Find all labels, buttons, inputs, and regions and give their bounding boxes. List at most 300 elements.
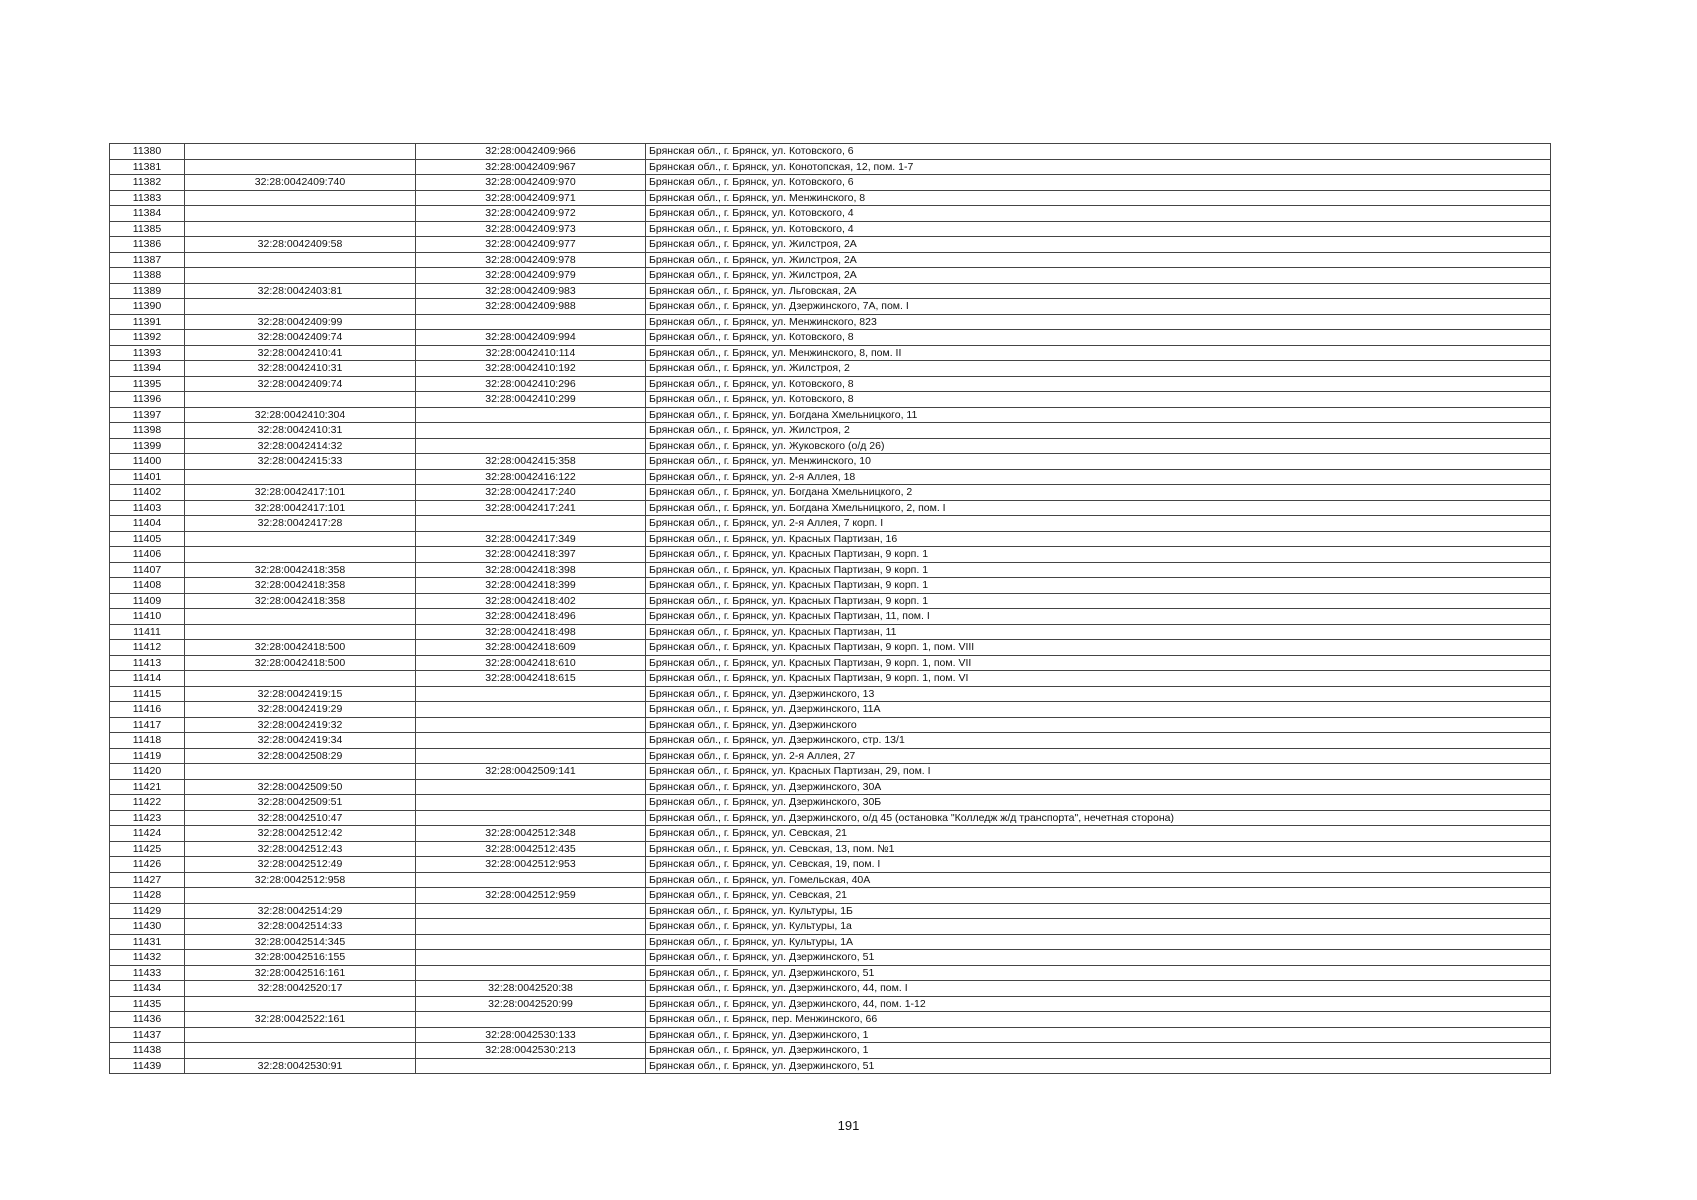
address-cell: Брянская обл., г. Брянск, ул. Менжинского, 823 — [646, 314, 1551, 330]
object-cadastral-number-cell: 32:28:0042409:972 — [416, 206, 646, 222]
address-cell: Брянская обл., г. Брянск, ул. Котовского, 4 — [646, 221, 1551, 237]
object-cadastral-number-cell: 32:28:0042509:141 — [416, 764, 646, 780]
row-number-cell: 11426 — [110, 857, 185, 873]
row-number-cell: 11419 — [110, 748, 185, 764]
address-cell: Брянская обл., г. Брянск, ул. Гомельская, 40А — [646, 872, 1551, 888]
address-cell: Брянская обл., г. Брянск, ул. Севская, 21 — [646, 888, 1551, 904]
address-cell: Брянская обл., г. Брянск, ул. Красных Партизан, 9 корп. 1 — [646, 593, 1551, 609]
address-cell: Брянская обл., г. Брянск, ул. Дзержинского, 44, пом. 1-12 — [646, 996, 1551, 1012]
cadastral-number-cell: 32:28:0042415:33 — [185, 454, 416, 470]
object-cadastral-number-cell — [416, 919, 646, 935]
table-row — [110, 888, 1551, 904]
address-cell: Брянская обл., г. Брянск, ул. Севская, 21 — [646, 826, 1551, 842]
cadastral-number-cell: 32:28:0042520:17 — [185, 981, 416, 997]
object-cadastral-number-cell: 32:28:0042512:348 — [416, 826, 646, 842]
cadastral-number-cell: 32:28:0042410:31 — [185, 361, 416, 377]
row-number-cell: 11430 — [110, 919, 185, 935]
table-row — [110, 345, 1551, 361]
cadastral-number-cell: 32:28:0042418:500 — [185, 640, 416, 656]
row-number-cell: 11437 — [110, 1027, 185, 1043]
row-number-cell: 11416 — [110, 702, 185, 718]
address-cell: Брянская обл., г. Брянск, ул. 2-я Аллея, 7 корп. I — [646, 516, 1551, 532]
address-cell: Брянская обл., г. Брянск, ул. Дзержинского, 30Б — [646, 795, 1551, 811]
row-number-cell: 11383 — [110, 190, 185, 206]
object-cadastral-number-cell: 32:28:0042520:38 — [416, 981, 646, 997]
object-cadastral-number-cell: 32:28:0042409:994 — [416, 330, 646, 346]
object-cadastral-number-cell: 32:28:0042410:192 — [416, 361, 646, 377]
row-number-cell: 11380 — [110, 144, 185, 160]
address-cell: Брянская обл., г. Брянск, ул. Котовского, 8 — [646, 392, 1551, 408]
object-cadastral-number-cell: 32:28:0042415:358 — [416, 454, 646, 470]
row-number-cell: 11422 — [110, 795, 185, 811]
address-cell: Брянская обл., г. Брянск, ул. Богдана Хмельницкого, 2 — [646, 485, 1551, 501]
row-number-cell: 11394 — [110, 361, 185, 377]
table-row — [110, 221, 1551, 237]
row-number-cell: 11395 — [110, 376, 185, 392]
table-row — [110, 934, 1551, 950]
object-cadastral-number-cell — [416, 423, 646, 439]
cadastral-number-cell — [185, 392, 416, 408]
object-cadastral-number-cell: 32:28:0042409:988 — [416, 299, 646, 315]
object-cadastral-number-cell: 32:28:0042409:970 — [416, 175, 646, 191]
object-cadastral-number-cell: 32:28:0042410:296 — [416, 376, 646, 392]
row-number-cell: 11423 — [110, 810, 185, 826]
object-cadastral-number-cell — [416, 934, 646, 950]
object-cadastral-number-cell — [416, 702, 646, 718]
row-number-cell: 11391 — [110, 314, 185, 330]
table-row — [110, 795, 1551, 811]
cadastral-number-cell — [185, 609, 416, 625]
row-number-cell: 11393 — [110, 345, 185, 361]
object-cadastral-number-cell — [416, 872, 646, 888]
object-cadastral-number-cell — [416, 965, 646, 981]
object-cadastral-number-cell — [416, 314, 646, 330]
table-row — [110, 376, 1551, 392]
table-row — [110, 671, 1551, 687]
object-cadastral-number-cell — [416, 950, 646, 966]
address-cell: Брянская обл., г. Брянск, ул. Красных Партизан, 9 корп. 1, пом. VII — [646, 655, 1551, 671]
address-cell: Брянская обл., г. Брянск, ул. Красных Партизан, 16 — [646, 531, 1551, 547]
row-number-cell: 11381 — [110, 159, 185, 175]
table-row — [110, 950, 1551, 966]
object-cadastral-number-cell: 32:28:0042512:959 — [416, 888, 646, 904]
table-row — [110, 702, 1551, 718]
table-row — [110, 562, 1551, 578]
row-number-cell: 11407 — [110, 562, 185, 578]
address-cell: Брянская обл., г. Брянск, ул. Богдана Хмельницкого, 11 — [646, 407, 1551, 423]
address-cell: Брянская обл., г. Брянск, ул. Котовского, 8 — [646, 330, 1551, 346]
row-number-cell: 11385 — [110, 221, 185, 237]
row-number-cell: 11421 — [110, 779, 185, 795]
table-row — [110, 283, 1551, 299]
row-number-cell: 11390 — [110, 299, 185, 315]
table-row — [110, 965, 1551, 981]
row-number-cell: 11389 — [110, 283, 185, 299]
object-cadastral-number-cell: 32:28:0042409:978 — [416, 252, 646, 268]
row-number-cell: 11401 — [110, 469, 185, 485]
table-row — [110, 531, 1551, 547]
object-cadastral-number-cell: 32:28:0042409:979 — [416, 268, 646, 284]
object-cadastral-number-cell: 32:28:0042418:398 — [416, 562, 646, 578]
row-number-cell: 11387 — [110, 252, 185, 268]
object-cadastral-number-cell: 32:28:0042410:299 — [416, 392, 646, 408]
row-number-cell: 11429 — [110, 903, 185, 919]
table-row — [110, 299, 1551, 315]
table-row — [110, 500, 1551, 516]
cadastral-number-cell — [185, 159, 416, 175]
cadastral-number-cell: 32:28:0042409:99 — [185, 314, 416, 330]
object-cadastral-number-cell: 32:28:0042418:496 — [416, 609, 646, 625]
address-cell: Брянская обл., г. Брянск, ул. Красных Партизан, 9 корп. 1 — [646, 547, 1551, 563]
cadastral-number-cell — [185, 252, 416, 268]
row-number-cell: 11439 — [110, 1058, 185, 1074]
table-row — [110, 252, 1551, 268]
object-cadastral-number-cell: 32:28:0042530:213 — [416, 1043, 646, 1059]
table-row — [110, 655, 1551, 671]
address-cell: Брянская обл., г. Брянск, ул. Красных Партизан, 9 корп. 1 — [646, 578, 1551, 594]
object-cadastral-number-cell: 32:28:0042417:349 — [416, 531, 646, 547]
table-row — [110, 469, 1551, 485]
address-cell: Брянская обл., г. Брянск, ул. Котовского, 6 — [646, 144, 1551, 160]
cadastral-number-cell — [185, 531, 416, 547]
page-number: 191 — [837, 1118, 860, 1133]
row-number-cell: 11414 — [110, 671, 185, 687]
object-cadastral-number-cell: 32:28:0042418:402 — [416, 593, 646, 609]
table-row — [110, 392, 1551, 408]
cadastral-number-cell: 32:28:0042512:43 — [185, 841, 416, 857]
row-number-cell: 11403 — [110, 500, 185, 516]
address-cell: Брянская обл., г. Брянск, ул. Льговская, 2А — [646, 283, 1551, 299]
address-cell: Брянская обл., г. Брянск, ул. Жилстроя, 2А — [646, 237, 1551, 253]
row-number-cell: 11428 — [110, 888, 185, 904]
cadastral-number-cell — [185, 469, 416, 485]
cadastral-number-cell: 32:28:0042403:81 — [185, 283, 416, 299]
object-cadastral-number-cell: 32:28:0042418:498 — [416, 624, 646, 640]
table-row — [110, 1043, 1551, 1059]
object-cadastral-number-cell: 32:28:0042530:133 — [416, 1027, 646, 1043]
address-cell: Брянская обл., г. Брянск, ул. Красных Партизан, 11, пом. I — [646, 609, 1551, 625]
address-cell: Брянская обл., г. Брянск, ул. Дзержинского, 51 — [646, 1058, 1551, 1074]
cadastral-number-cell: 32:28:0042418:358 — [185, 562, 416, 578]
table-row — [110, 826, 1551, 842]
cadastral-number-cell — [185, 190, 416, 206]
table-row — [110, 733, 1551, 749]
row-number-cell: 11418 — [110, 733, 185, 749]
address-cell: Брянская обл., г. Брянск, ул. Жилстроя, 2 — [646, 423, 1551, 439]
row-number-cell: 11425 — [110, 841, 185, 857]
table-row — [110, 640, 1551, 656]
table-row — [110, 1012, 1551, 1028]
cadastral-number-cell: 32:28:0042509:51 — [185, 795, 416, 811]
table-row — [110, 593, 1551, 609]
cadastral-number-cell: 32:28:0042409:74 — [185, 376, 416, 392]
address-cell: Брянская обл., г. Брянск, ул. Красных Партизан, 29, пом. I — [646, 764, 1551, 780]
cadastral-number-cell: 32:28:0042522:161 — [185, 1012, 416, 1028]
address-cell: Брянская обл., г. Брянск, ул. Менжинского, 8 — [646, 190, 1551, 206]
table-row — [110, 330, 1551, 346]
table-row — [110, 190, 1551, 206]
object-cadastral-number-cell — [416, 733, 646, 749]
cadastral-number-cell: 32:28:0042417:28 — [185, 516, 416, 532]
cadastral-number-cell — [185, 144, 416, 160]
object-cadastral-number-cell — [416, 779, 646, 795]
table-row — [110, 547, 1551, 563]
address-cell: Брянская обл., г. Брянск, ул. Дзержинского, 51 — [646, 965, 1551, 981]
cadastral-number-cell: 32:28:0042514:33 — [185, 919, 416, 935]
cadastral-number-cell — [185, 1027, 416, 1043]
table-row — [110, 407, 1551, 423]
object-cadastral-number-cell: 32:28:0042409:973 — [416, 221, 646, 237]
table-row — [110, 841, 1551, 857]
object-cadastral-number-cell: 32:28:0042512:953 — [416, 857, 646, 873]
table-row — [110, 810, 1551, 826]
row-number-cell: 11436 — [110, 1012, 185, 1028]
object-cadastral-number-cell — [416, 1012, 646, 1028]
object-cadastral-number-cell — [416, 686, 646, 702]
row-number-cell: 11408 — [110, 578, 185, 594]
cadastral-number-cell: 32:28:0042419:32 — [185, 717, 416, 733]
cadastral-number-cell: 32:28:0042409:740 — [185, 175, 416, 191]
cadastral-number-cell: 32:28:0042409:58 — [185, 237, 416, 253]
cadastral-number-cell: 32:28:0042410:41 — [185, 345, 416, 361]
address-cell: Брянская обл., г. Брянск, ул. Дзержинского, 44, пом. I — [646, 981, 1551, 997]
object-cadastral-number-cell — [416, 407, 646, 423]
row-number-cell: 11433 — [110, 965, 185, 981]
address-cell: Брянская обл., г. Брянск, ул. Дзержинского, 1 — [646, 1043, 1551, 1059]
cadastral-number-cell — [185, 764, 416, 780]
table-row — [110, 686, 1551, 702]
row-number-cell: 11412 — [110, 640, 185, 656]
table-row — [110, 996, 1551, 1012]
object-cadastral-number-cell — [416, 810, 646, 826]
cadastral-number-cell: 32:28:0042512:42 — [185, 826, 416, 842]
table-body — [110, 144, 1551, 1074]
address-cell: Брянская обл., г. Брянск, ул. Жилстроя, 2А — [646, 268, 1551, 284]
row-number-cell: 11431 — [110, 934, 185, 950]
address-cell: Брянская обл., г. Брянск, ул. Жуковского (о/д 26) — [646, 438, 1551, 454]
cadastral-number-cell: 32:28:0042419:15 — [185, 686, 416, 702]
cadastral-number-cell: 32:28:0042509:50 — [185, 779, 416, 795]
cadastral-number-cell: 32:28:0042508:29 — [185, 748, 416, 764]
table-row — [110, 361, 1551, 377]
table-row — [110, 1027, 1551, 1043]
address-cell: Брянская обл., г. Брянск, ул. Культуры, 1Б — [646, 903, 1551, 919]
cadastral-number-cell: 32:28:0042410:31 — [185, 423, 416, 439]
row-number-cell: 11404 — [110, 516, 185, 532]
table-row — [110, 624, 1551, 640]
table-row — [110, 872, 1551, 888]
object-cadastral-number-cell — [416, 438, 646, 454]
address-cell: Брянская обл., г. Брянск, ул. Котовского, 4 — [646, 206, 1551, 222]
row-number-cell: 11410 — [110, 609, 185, 625]
address-cell: Брянская обл., г. Брянск, ул. Красных Партизан, 9 корп. 1, пом. VI — [646, 671, 1551, 687]
table-row — [110, 423, 1551, 439]
table-row — [110, 1058, 1551, 1074]
row-number-cell: 11411 — [110, 624, 185, 640]
address-cell: Брянская обл., г. Брянск, ул. Дзержинского, стр. 13/1 — [646, 733, 1551, 749]
address-cell: Брянская обл., г. Брянск, ул. Красных Партизан, 9 корп. 1 — [646, 562, 1551, 578]
object-cadastral-number-cell — [416, 748, 646, 764]
row-number-cell: 11399 — [110, 438, 185, 454]
cadastral-number-cell: 32:28:0042419:34 — [185, 733, 416, 749]
row-number-cell: 11396 — [110, 392, 185, 408]
address-cell: Брянская обл., г. Брянск, ул. Культуры, 1А — [646, 934, 1551, 950]
cadastral-number-cell: 32:28:0042409:74 — [185, 330, 416, 346]
cadastral-number-cell: 32:28:0042512:958 — [185, 872, 416, 888]
object-cadastral-number-cell: 32:28:0042512:435 — [416, 841, 646, 857]
table-row — [110, 609, 1551, 625]
row-number-cell: 11417 — [110, 717, 185, 733]
row-number-cell: 11438 — [110, 1043, 185, 1059]
table-row — [110, 144, 1551, 160]
cadastral-number-cell: 32:28:0042510:47 — [185, 810, 416, 826]
row-number-cell: 11415 — [110, 686, 185, 702]
cadastral-number-cell — [185, 299, 416, 315]
row-number-cell: 11397 — [110, 407, 185, 423]
cadastral-number-cell — [185, 888, 416, 904]
object-cadastral-number-cell: 32:28:0042418:609 — [416, 640, 646, 656]
address-cell: Брянская обл., г. Брянск, ул. Дзержинского — [646, 717, 1551, 733]
object-cadastral-number-cell — [416, 516, 646, 532]
address-cell: Брянская обл., г. Брянск, ул. Конотопская, 12, пом. 1-7 — [646, 159, 1551, 175]
row-number-cell: 11398 — [110, 423, 185, 439]
address-cell: Брянская обл., г. Брянск, ул. Севская, 19, пом. I — [646, 857, 1551, 873]
cadastral-number-cell — [185, 547, 416, 563]
address-cell: Брянская обл., г. Брянск, ул. Жилстроя, 2 — [646, 361, 1551, 377]
address-cell: Брянская обл., г. Брянск, ул. Дзержинского, 11А — [646, 702, 1551, 718]
address-cell: Брянская обл., г. Брянск, ул. Дзержинского, о/д 45 (остановка "Колледж ж/д транспорта", нечетная сторона) — [646, 810, 1551, 826]
cadastral-number-cell: 32:28:0042512:49 — [185, 857, 416, 873]
object-cadastral-number-cell: 32:28:0042417:240 — [416, 485, 646, 501]
address-cell: Брянская обл., г. Брянск, ул. 2-я Аллея, 18 — [646, 469, 1551, 485]
address-cell: Брянская обл., г. Брянск, ул. Котовского, 6 — [646, 175, 1551, 191]
table-row — [110, 981, 1551, 997]
address-cell: Брянская обл., г. Брянск, ул. Дзержинского, 30А — [646, 779, 1551, 795]
table-row — [110, 764, 1551, 780]
cadastral-number-cell: 32:28:0042418:500 — [185, 655, 416, 671]
address-cell: Брянская обл., г. Брянск, ул. Богдана Хмельницкого, 2, пом. I — [646, 500, 1551, 516]
cadastral-number-cell — [185, 671, 416, 687]
object-cadastral-number-cell: 32:28:0042410:114 — [416, 345, 646, 361]
table-row — [110, 857, 1551, 873]
row-number-cell: 11400 — [110, 454, 185, 470]
table-row — [110, 175, 1551, 191]
table-row — [110, 314, 1551, 330]
address-cell: Брянская обл., г. Брянск, ул. Севская, 13, пом. №1 — [646, 841, 1551, 857]
object-cadastral-number-cell: 32:28:0042520:99 — [416, 996, 646, 1012]
address-cell: Брянская обл., г. Брянск, пер. Менжинского, 66 — [646, 1012, 1551, 1028]
object-cadastral-number-cell: 32:28:0042418:399 — [416, 578, 646, 594]
table-row — [110, 268, 1551, 284]
table-row — [110, 516, 1551, 532]
row-number-cell: 11427 — [110, 872, 185, 888]
row-number-cell: 11424 — [110, 826, 185, 842]
address-cell: Брянская обл., г. Брянск, ул. 2-я Аллея, 27 — [646, 748, 1551, 764]
address-cell: Брянская обл., г. Брянск, ул. Красных Партизан, 9 корп. 1, пом. VIII — [646, 640, 1551, 656]
table-row — [110, 454, 1551, 470]
cadastral-number-cell: 32:28:0042516:161 — [185, 965, 416, 981]
cadastral-number-cell: 32:28:0042514:29 — [185, 903, 416, 919]
object-cadastral-number-cell: 32:28:0042417:241 — [416, 500, 646, 516]
table-row — [110, 717, 1551, 733]
cadastral-number-cell: 32:28:0042516:155 — [185, 950, 416, 966]
row-number-cell: 11402 — [110, 485, 185, 501]
cadastral-number-cell — [185, 206, 416, 222]
row-number-cell: 11434 — [110, 981, 185, 997]
row-number-cell: 11432 — [110, 950, 185, 966]
object-cadastral-number-cell — [416, 903, 646, 919]
address-cell: Брянская обл., г. Брянск, ул. Дзержинского, 13 — [646, 686, 1551, 702]
row-number-cell: 11392 — [110, 330, 185, 346]
object-cadastral-number-cell: 32:28:0042409:971 — [416, 190, 646, 206]
row-number-cell: 11384 — [110, 206, 185, 222]
address-cell: Брянская обл., г. Брянск, ул. Дзержинского, 1 — [646, 1027, 1551, 1043]
object-cadastral-number-cell: 32:28:0042416:122 — [416, 469, 646, 485]
cadastral-number-cell — [185, 624, 416, 640]
cadastral-number-cell: 32:28:0042418:358 — [185, 578, 416, 594]
object-cadastral-number-cell: 32:28:0042418:615 — [416, 671, 646, 687]
object-cadastral-number-cell: 32:28:0042418:610 — [416, 655, 646, 671]
table-row — [110, 206, 1551, 222]
cadastral-number-cell — [185, 268, 416, 284]
row-number-cell: 11420 — [110, 764, 185, 780]
table-row — [110, 578, 1551, 594]
address-cell: Брянская обл., г. Брянск, ул. Культуры, 1а — [646, 919, 1551, 935]
cadastral-number-cell — [185, 996, 416, 1012]
object-cadastral-number-cell — [416, 717, 646, 733]
row-number-cell: 11435 — [110, 996, 185, 1012]
row-number-cell: 11382 — [110, 175, 185, 191]
cadastral-number-cell: 32:28:0042514:345 — [185, 934, 416, 950]
table-row — [110, 159, 1551, 175]
row-number-cell: 11405 — [110, 531, 185, 547]
table-row — [110, 748, 1551, 764]
cadastral-number-cell: 32:28:0042414:32 — [185, 438, 416, 454]
address-cell: Брянская обл., г. Брянск, ул. Котовского, 8 — [646, 376, 1551, 392]
cadastral-number-cell — [185, 221, 416, 237]
cadastral-number-cell: 32:28:0042530:91 — [185, 1058, 416, 1074]
row-number-cell: 11406 — [110, 547, 185, 563]
row-number-cell: 11388 — [110, 268, 185, 284]
row-number-cell: 11413 — [110, 655, 185, 671]
cadastral-number-cell: 32:28:0042417:101 — [185, 500, 416, 516]
table-row — [110, 779, 1551, 795]
table-row — [110, 237, 1551, 253]
address-cell: Брянская обл., г. Брянск, ул. Красных Партизан, 11 — [646, 624, 1551, 640]
table-row — [110, 919, 1551, 935]
object-cadastral-number-cell: 32:28:0042418:397 — [416, 547, 646, 563]
cadastral-number-cell: 32:28:0042419:29 — [185, 702, 416, 718]
address-cell: Брянская обл., г. Брянск, ул. Менжинского, 10 — [646, 454, 1551, 470]
address-table — [109, 143, 1551, 1074]
cadastral-number-cell: 32:28:0042410:304 — [185, 407, 416, 423]
row-number-cell: 11386 — [110, 237, 185, 253]
table-row — [110, 438, 1551, 454]
object-cadastral-number-cell: 32:28:0042409:966 — [416, 144, 646, 160]
address-cell: Брянская обл., г. Брянск, ул. Жилстроя, 2А — [646, 252, 1551, 268]
object-cadastral-number-cell: 32:28:0042409:967 — [416, 159, 646, 175]
table-row — [110, 485, 1551, 501]
cadastral-number-cell — [185, 1043, 416, 1059]
object-cadastral-number-cell — [416, 795, 646, 811]
object-cadastral-number-cell: 32:28:0042409:983 — [416, 283, 646, 299]
address-cell: Брянская обл., г. Брянск, ул. Дзержинского, 7А, пом. I — [646, 299, 1551, 315]
address-cell: Брянская обл., г. Брянск, ул. Менжинского, 8, пом. II — [646, 345, 1551, 361]
cadastral-number-cell: 32:28:0042418:358 — [185, 593, 416, 609]
object-cadastral-number-cell — [416, 1058, 646, 1074]
table-row — [110, 903, 1551, 919]
object-cadastral-number-cell: 32:28:0042409:977 — [416, 237, 646, 253]
